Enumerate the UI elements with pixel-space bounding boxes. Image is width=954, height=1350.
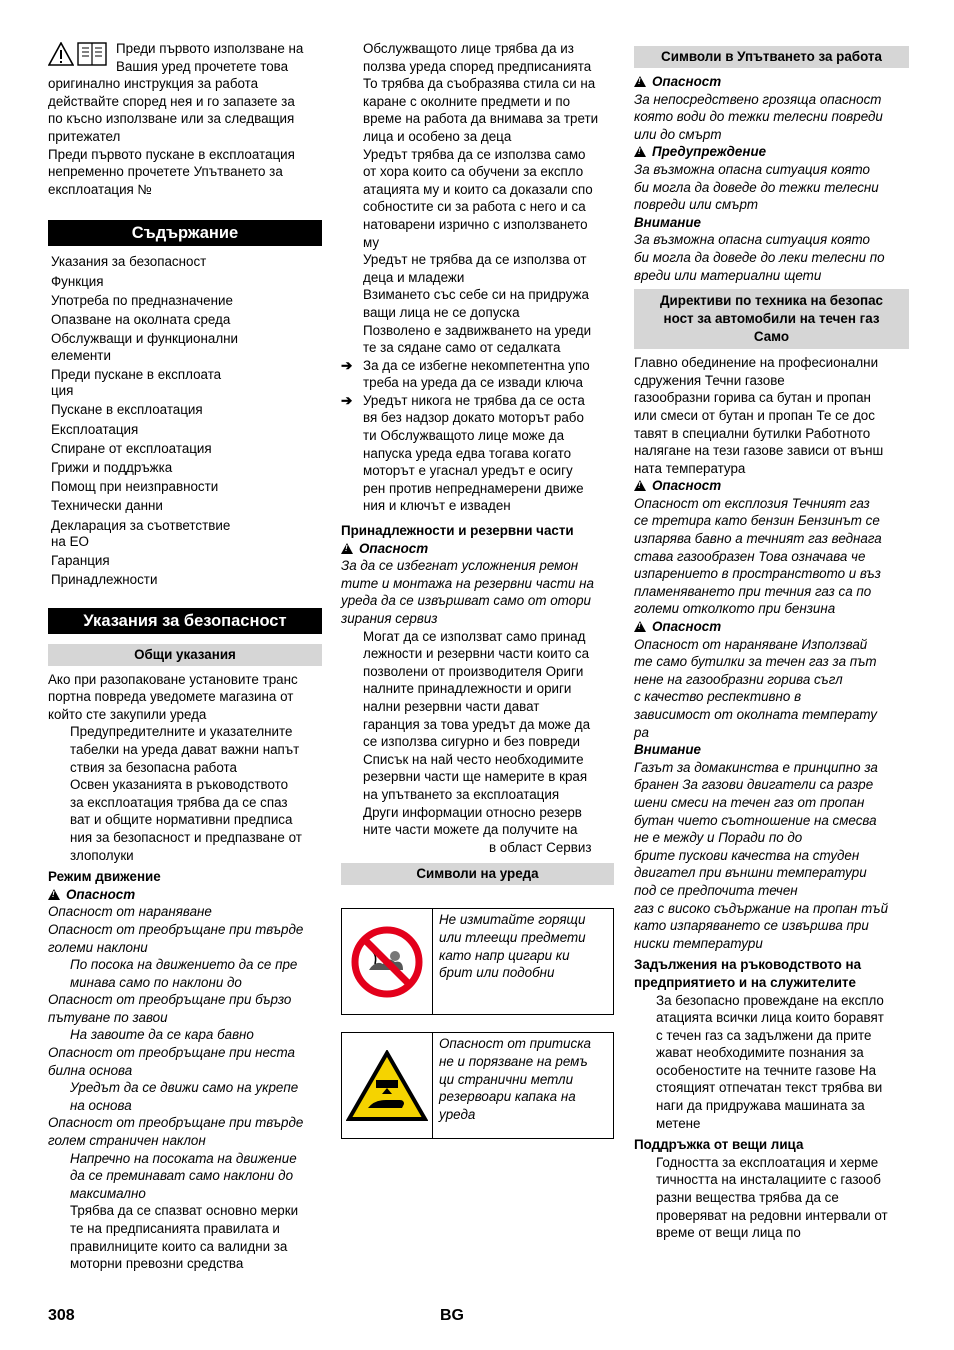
text-line: с течен газ са задължени да прите	[656, 1027, 872, 1043]
toc-item[interactable]: Декларация за съответствие на ЕО	[51, 517, 231, 549]
text-line: изпарява бавно а течният газ веднага	[634, 531, 882, 547]
text-line: Опасност от преобръщане при бързо	[48, 992, 292, 1008]
text-line: деца и младежи	[363, 269, 465, 285]
column-3	[634, 46, 909, 1242]
arrow-icon: ➔	[341, 392, 353, 408]
accessories-paragraph	[341, 751, 614, 804]
text-line: Обслужващото лице трябва да из	[363, 41, 574, 56]
text-line: зирания сервиз	[341, 611, 438, 626]
text-line: Други информации относно резерв	[363, 804, 582, 820]
caution-description	[634, 231, 909, 284]
symbol-description	[433, 909, 613, 1014]
general-paragraph	[48, 671, 322, 724]
text-line: ниски температури	[634, 935, 763, 951]
general-paragraph	[48, 723, 322, 776]
toc-item[interactable]: Указания за безопасност	[51, 254, 207, 270]
text-line: Предупредителните и указателните	[70, 724, 293, 740]
text-line: Могат да се използват само принад	[363, 628, 586, 644]
text-line: За да се избегне некомпетентна упо	[363, 357, 590, 373]
text-line: му	[363, 234, 380, 250]
text-line: Уредът не трябва да се използва от	[363, 252, 587, 268]
text-line: нене на газообразни горива съгл	[634, 671, 843, 687]
text-line: двигател при външни температури	[634, 865, 867, 881]
text-line: атацията му и които са доказали спо	[363, 181, 593, 197]
household-gas-caution-text	[634, 759, 909, 953]
arrow-icon: ➔	[341, 357, 353, 373]
caution-label: Внимание	[634, 742, 702, 758]
text-line: ствия за безопасна работа	[70, 759, 237, 775]
text-line: То трябва да съобразява стила си на	[363, 76, 596, 92]
text-line: стоящият отпечатан текст трябва ви	[656, 1080, 883, 1096]
text-line: табелки на уреда дават важни напът	[70, 741, 300, 757]
duties-heading	[634, 956, 909, 991]
duties-paragraph	[634, 992, 909, 1133]
toc-item[interactable]: Грижи и поддръжка	[51, 459, 173, 475]
text-line: ци странични метли	[439, 1071, 574, 1087]
text-line: от хора които са обучени за експло	[363, 164, 584, 180]
text-line: ващи лица не се допуска	[363, 304, 520, 320]
intro-text-2	[48, 146, 322, 199]
text-line: Взимането със себе си на придружа	[363, 287, 589, 303]
text-line: пламеняването при течния газ са по	[634, 583, 872, 599]
text-line: Опасност от преобръщане при твърде	[48, 921, 304, 937]
text-line: Годността за експлоатация и херме	[656, 1154, 879, 1170]
text-line: Газът за домакинства е принципно за	[634, 759, 878, 775]
text-line: За възможна опасна ситуация която	[634, 161, 870, 177]
toc-item[interactable]: Преди пускане в експлоата ция	[51, 366, 222, 399]
drive-warning	[48, 1079, 322, 1114]
text-line: оригинално инструкция за работа	[48, 76, 259, 92]
text-line: се третира като бензин Бензинът се	[634, 513, 880, 529]
text-line: За да се избегнат усложнения ремон	[341, 558, 579, 574]
text-line: разни вещества трябва да се	[656, 1190, 839, 1206]
text-line: Позволено е задвижването на уреди	[363, 322, 592, 338]
text-line: шени смеси на течен газ от пропан	[634, 794, 865, 810]
text-line: Само	[753, 329, 790, 345]
accessories-warning	[341, 557, 614, 627]
drive-warning	[48, 1202, 322, 1272]
text-line: гаранция за това уредът да може да	[363, 716, 591, 732]
text-line: На завоите да се кара бавно	[70, 1027, 254, 1043]
language-code: BG	[440, 1307, 464, 1324]
toc-heading: Съдържание	[48, 220, 322, 246]
text-line: нални резервни части дават	[363, 698, 540, 714]
text-line: притежател	[48, 128, 121, 144]
text-line: минава само по наклони до	[70, 974, 242, 990]
arrow-item	[341, 357, 614, 392]
text-line: правилниците които са валидни за	[70, 1238, 288, 1254]
text-line: портна повреда уведомете магазина от	[48, 689, 294, 705]
table-of-contents	[48, 254, 322, 588]
text-line: или смеси от бутан и пропан Те се дос	[634, 407, 875, 423]
text-line: ползва уреда според предписанията	[363, 58, 592, 74]
toc-item[interactable]: Спиране от експлоатация	[51, 440, 212, 456]
text-line: налните принадлежности и ориги	[363, 681, 572, 697]
directives-heading	[634, 289, 909, 349]
text-line: като напр цигари ки	[439, 947, 570, 963]
text-line: повреди или смърт	[634, 197, 759, 213]
toc-item[interactable]: Опазване на околната среда	[51, 311, 231, 327]
text-line: брите пускови качества на студен	[634, 847, 860, 863]
text-line: който сте закупили уреда	[48, 706, 207, 722]
text-line: брит или подобни	[439, 965, 555, 981]
text-line: За безопасно провеждане на експло	[656, 992, 884, 1008]
warning-icon	[341, 543, 353, 554]
text-line: като изпаряването се извършва при	[634, 918, 869, 934]
symbol-row	[341, 1032, 614, 1139]
text-line: големи отколкото при бензина	[634, 601, 836, 617]
text-line: лежности и резервни части които са	[363, 646, 590, 662]
text-line: Освен указанията в ръководството	[70, 777, 289, 793]
toc-item[interactable]: Гаранция	[51, 553, 110, 569]
warning-icon	[48, 889, 60, 900]
text-line: Опасност от нараняване	[48, 904, 212, 920]
intro-text	[48, 75, 322, 145]
danger-label: !Опасност	[634, 477, 909, 495]
text-line: време от вещи лица по	[656, 1225, 801, 1241]
text-line: непременно прочетете Упътването за	[48, 164, 283, 180]
text-line: за експлоатация трябва да се спаз	[70, 794, 288, 810]
text-line: натоварени изрично с използването	[363, 216, 588, 232]
text-line: Трябва да се спазват основно мерки	[70, 1203, 299, 1219]
text-line: време на работа да внимава за трети	[363, 111, 599, 127]
text-line: експлоатация №	[48, 181, 152, 197]
text-line: или тлеещи предмети	[439, 929, 586, 945]
text-line: Списък на най често необходимите	[363, 751, 584, 767]
text-line: максимално	[70, 1185, 146, 1201]
text-line: Опасност от експлозия Течният газ	[634, 495, 870, 511]
text-line: треба на уреда да се извади ключа	[363, 375, 583, 391]
read-manual-icon	[77, 42, 107, 66]
text-line: резервоари капака на	[439, 1089, 576, 1105]
accessories-paragraph-end: в област Сервиз	[489, 839, 592, 855]
text-line: която води до тежки телесни повреди	[634, 109, 883, 125]
warning-manual-icons	[48, 42, 110, 66]
general-paragraph	[48, 776, 322, 864]
explosion-danger-text	[634, 495, 909, 618]
text-line: става газообразен Това означава че	[634, 548, 866, 564]
warning-description	[634, 161, 909, 214]
text-line: собностите си за работа с него и са	[363, 199, 586, 215]
column-1	[48, 40, 322, 1273]
text-line: позволени от производителя Ориги	[363, 663, 584, 679]
text-line: Опасност от преобръщане при твърде	[48, 1115, 304, 1131]
drive-warning	[48, 956, 322, 991]
drive-warning	[48, 921, 322, 956]
text-line: да се преминават само наклони до	[70, 1168, 294, 1184]
drive-warning	[48, 1026, 322, 1044]
text-line: Уредът да се движи само на укрепе	[70, 1080, 299, 1096]
symbol-row	[341, 908, 614, 1015]
text-line: моторни превозни средства	[70, 1256, 244, 1272]
symbol-description	[433, 1033, 613, 1138]
text-line: лица и особено за деца	[363, 128, 512, 144]
drive-warning	[48, 903, 322, 921]
text-line: тавят в специални бутилки Работното	[634, 425, 871, 441]
text-line: не и порязване на ремъ	[439, 1053, 588, 1069]
text-line: сдружения Течни газове	[634, 372, 785, 388]
text-line: зависимост от околната температу	[634, 707, 877, 722]
text-line: За възможна опасна ситуация която	[634, 232, 870, 248]
crushing-hazard-icon	[342, 1033, 433, 1138]
text-line: Напречно на посоката на движение	[70, 1150, 297, 1166]
maintenance-paragraph	[634, 1154, 909, 1242]
drive-warnings	[48, 903, 322, 1272]
text-line: Не измитайте горящи	[439, 912, 586, 928]
text-line: тичността на инсталациите с газооб	[656, 1172, 881, 1188]
warning-icon	[634, 480, 646, 491]
text-line: ната температура	[634, 460, 746, 476]
toc-item[interactable]: Помощ при неизправности	[51, 479, 219, 495]
text-line: особеностите на течните газове На	[656, 1062, 877, 1078]
text-line: тите и монтажа на резервни части на	[341, 575, 594, 591]
text-line: по късно използване или за следващия	[48, 111, 295, 127]
text-line: те за сядане само от седалката	[363, 340, 561, 356]
drive-warning	[48, 1150, 322, 1203]
text-line: проверяват на редовни интервали от	[656, 1207, 888, 1223]
text-line: те на предписанията правилата и	[70, 1221, 280, 1237]
accessories-paragraph	[341, 628, 614, 751]
toc-item[interactable]: Функция	[51, 273, 104, 289]
warning-icon	[634, 76, 646, 87]
text-line: с качество респективно в	[634, 689, 802, 705]
text-line: ти Обслужващото лице може да	[363, 428, 565, 444]
caution-label: Внимание	[634, 214, 702, 230]
text-line: бутан чието съотношение на смесва	[634, 812, 877, 828]
no-burning-objects-icon	[342, 909, 433, 1014]
text-line: големи наклони	[48, 939, 148, 955]
text-line: Преди първото пускане в експлоатация	[48, 146, 295, 162]
arrow-item	[341, 392, 614, 515]
text-line: ра	[634, 724, 649, 740]
accessories-paragraph	[341, 804, 614, 839]
toc-item[interactable]: Принадлежности	[51, 572, 158, 588]
warning-icon	[634, 621, 646, 632]
toc-item[interactable]: Употреба по предназначение	[51, 292, 233, 308]
warning-label: !Предупреждение	[634, 143, 909, 161]
operator-paragraph	[341, 322, 614, 357]
warning-icon	[634, 146, 646, 157]
drive-warning	[48, 1044, 322, 1079]
text-line: ния за безопасност и предпазване от	[70, 829, 302, 845]
general-heading: Общи указания	[48, 644, 322, 666]
text-line: Ако при разопаковане установите транс	[48, 671, 298, 687]
text-line: пътуване по завои	[48, 1009, 168, 1025]
text-line: каране с околните предмети и по	[363, 93, 571, 109]
text-line: Уредът никога не трябва да се оста	[363, 392, 585, 408]
text-line: бранен За газови двигатели са разре	[634, 777, 874, 793]
warning-triangle-icon	[48, 42, 74, 66]
text-line: изпарението в пространството и въз	[634, 566, 881, 582]
operator-paragraph	[341, 146, 614, 252]
drive-warning	[48, 1114, 322, 1149]
toc-item[interactable]: Експлоатация	[51, 421, 139, 437]
text-line: вя без надзор докато моторът рабо	[363, 410, 584, 426]
text-line: би могла да доведе до тежки телесни	[634, 179, 879, 195]
text-line: За непосредствено грозяща опасност	[634, 91, 882, 107]
text-line: моторът е угаснал уредът е осигу	[363, 463, 573, 479]
text-line: По посока на движението да се пре	[70, 957, 298, 973]
maintenance-heading: Поддръжка от вещи лица	[634, 1137, 804, 1153]
toc-item[interactable]: Пускане в експлоатация	[51, 402, 203, 418]
text-line: те само бутилки за течен газ за път	[634, 654, 877, 670]
drive-warning	[48, 991, 322, 1026]
text-line: ност за автомобили на течен газ	[663, 311, 880, 327]
toc-item[interactable]: Технически данни	[51, 498, 163, 514]
safety-heading: Указания за безопасност	[48, 608, 322, 634]
text-line: жават необходимите познания за	[656, 1045, 864, 1061]
text-line: Опасност от нараняване Използвай	[634, 636, 868, 652]
text-line: Задължения на ръководството на	[634, 957, 862, 973]
text-line: на упътването за експлоатация	[363, 786, 560, 802]
text-line: не е между и Поради по до	[634, 830, 803, 846]
danger-label: !Опасност	[48, 886, 322, 904]
intro-block	[48, 40, 322, 198]
text-line: Уредът трябва да се използва само	[363, 146, 586, 162]
intro-line: Вашия уред прочетете това	[116, 58, 289, 74]
operator-paragraph	[341, 40, 614, 146]
column-2	[341, 40, 614, 1139]
text-line: метене	[656, 1115, 701, 1131]
manual-symbols-heading: Символи в Упътването за работа	[634, 46, 909, 68]
text-line: на основа	[70, 1097, 132, 1113]
text-line: би могла да доведе до леки телесни по	[634, 249, 885, 265]
accessories-heading: Принадлежности и резервни части	[341, 523, 574, 539]
device-symbols-heading: Символи на уреда	[341, 863, 614, 885]
text-line: наги да придружава машината за	[656, 1098, 865, 1114]
danger-label: !Опасност	[341, 540, 614, 558]
text-line: Главно обединение на професионални	[634, 355, 879, 371]
text-line: налягане на тези газове зависи от външ	[634, 443, 884, 459]
text-line: ния и ключът е изваден	[363, 498, 511, 514]
text-line: газообразни горива са бутан и пропан	[634, 390, 871, 406]
text-line: ните части можете да получите на	[363, 822, 578, 838]
text-line: предприятието и на служителите	[634, 974, 856, 990]
text-line: злополуки	[70, 847, 134, 863]
intro-line: Преди първото използване на	[116, 41, 304, 56]
text-line: рен против непреднамерени движе	[363, 480, 584, 496]
directives-paragraph	[634, 354, 909, 477]
danger-description	[634, 91, 909, 144]
toc-item[interactable]: Обслужващи и функционални елементи	[51, 331, 239, 363]
text-line: Опасност от притиска	[439, 1036, 591, 1052]
injury-danger-text	[634, 636, 909, 742]
page-number: 308	[48, 1307, 75, 1324]
text-line: вреди или материални щети	[634, 267, 822, 283]
text-line: уреда да се извършват само от отори	[341, 593, 592, 609]
operator-paragraph	[341, 251, 614, 286]
text-line: атацията всички лица които боравят	[656, 1010, 884, 1026]
text-line: ват и общите нормативни предписа	[70, 812, 293, 828]
text-line: билна основа	[48, 1062, 133, 1078]
operator-paragraph	[341, 286, 614, 321]
text-line: газ с високо съдържание на пропан тъй	[634, 900, 889, 916]
text-line: голем страничен наклон	[48, 1133, 206, 1149]
text-line: Опасност от преобръщане при неста	[48, 1045, 295, 1061]
drive-mode-heading: Режим движение	[48, 869, 161, 885]
danger-label: !Опасност	[634, 73, 909, 91]
text-line: се използва сигурно и без повреди	[363, 734, 581, 750]
text-line: напуска уреда едва тогава когато	[363, 445, 572, 461]
text-line: Директиви по техника на безопас	[660, 293, 883, 309]
text-line: резервни части ще намерите в края	[363, 769, 588, 785]
text-line: или до смърт	[634, 126, 722, 142]
text-line: действайте според нея и го запазете за	[48, 93, 295, 109]
text-line: под се предпочита течен	[634, 882, 798, 898]
danger-label: !Опасност	[634, 618, 909, 636]
text-line: уреда	[439, 1106, 476, 1122]
